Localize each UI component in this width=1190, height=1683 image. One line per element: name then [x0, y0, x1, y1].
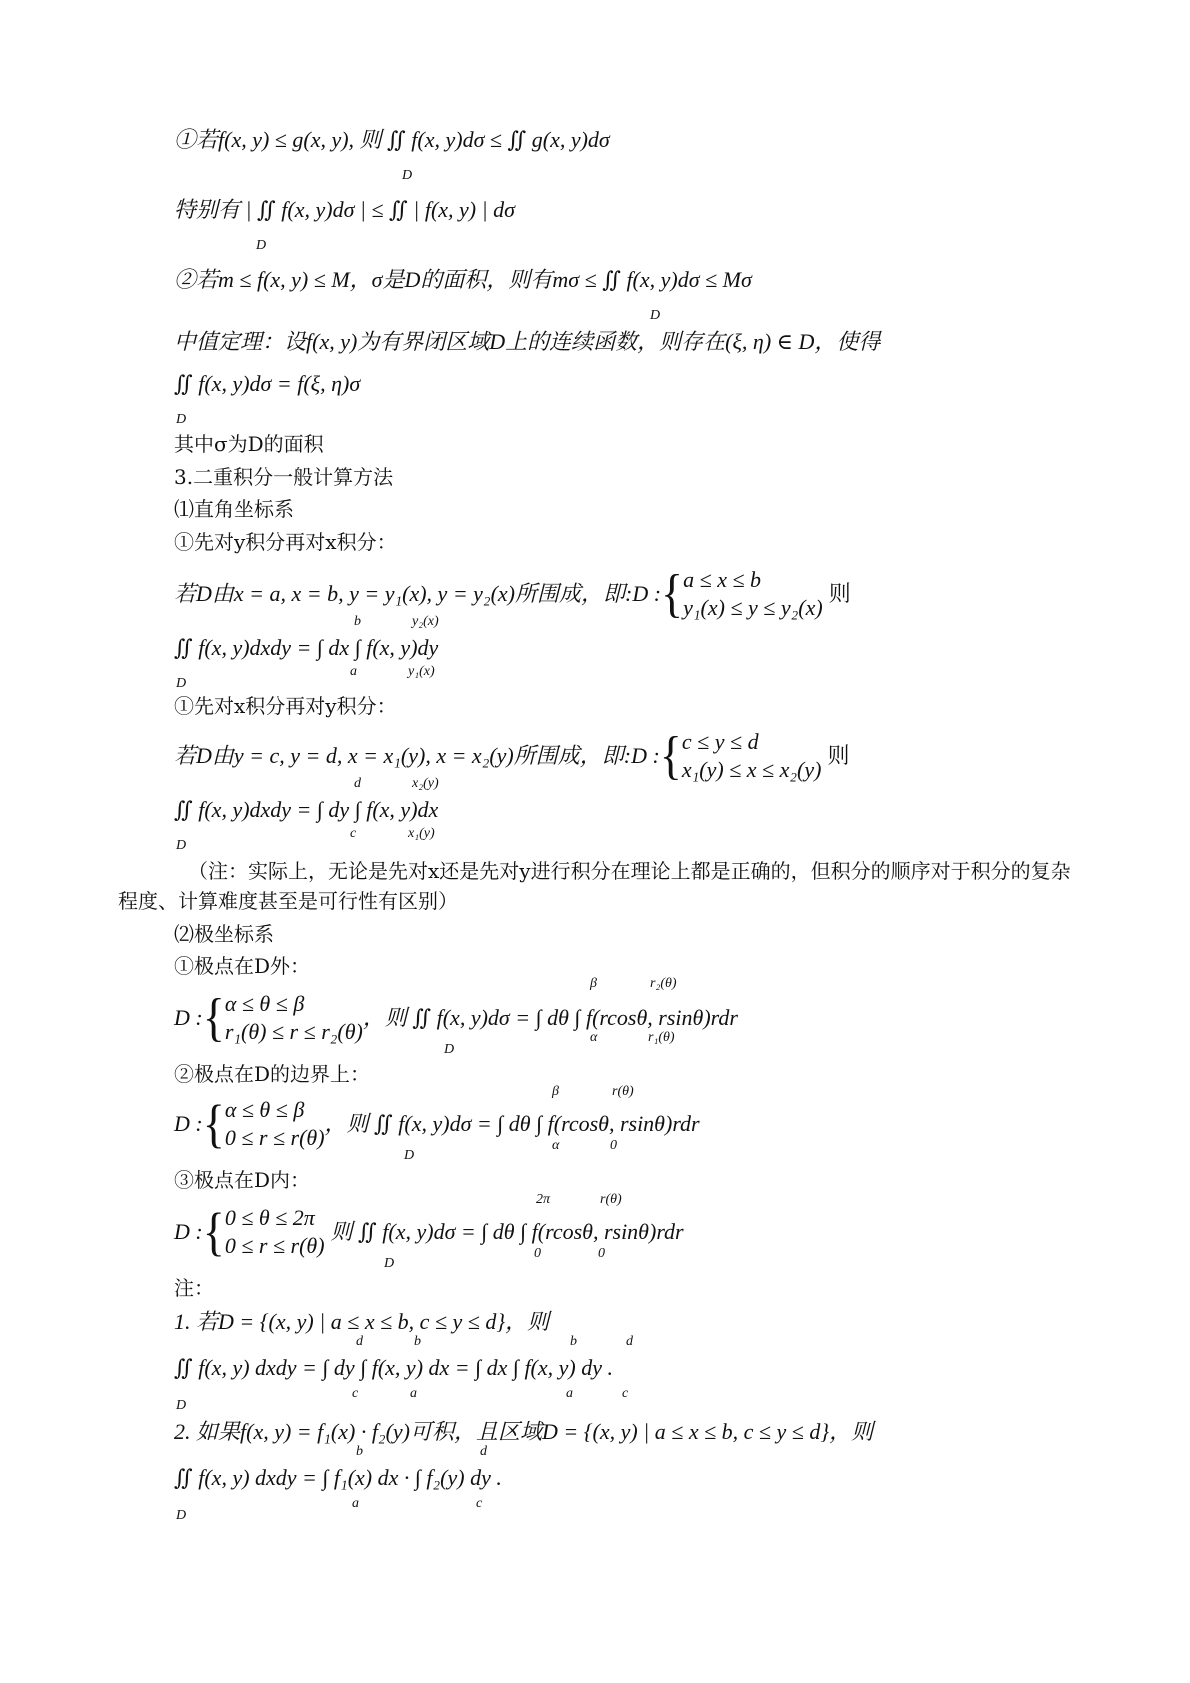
- sigma-area-note: 其中σ为D的面积: [174, 432, 324, 456]
- polar-heading: ⑵极坐标系: [174, 922, 274, 946]
- upper-limit: r(θ): [600, 1192, 622, 1207]
- case-2: 0 ≤ r ≤ r(θ): [224, 1233, 325, 1258]
- upper-limit: y₂(x): [412, 614, 439, 629]
- case-2: r₁(θ) ≤ r ≤ r₂(θ): [224, 1019, 363, 1044]
- then-word: 则: [827, 743, 850, 768]
- then-word: 则: [828, 581, 851, 606]
- lower-limit: 0: [610, 1138, 617, 1153]
- cases: [225, 1096, 325, 1152]
- lower-limit: a: [566, 1386, 573, 1401]
- lower-limit: a: [410, 1386, 417, 1401]
- property-1-line: ①若f(x, y) ≤ g(x, y), 则 ∬ f(x, y)dσ ≤ ∬ g(x, y)dσ: [174, 127, 610, 152]
- region-subscript: D: [176, 676, 187, 691]
- lower-limit: y₁(x): [408, 664, 435, 679]
- upper-limit: r(θ): [612, 1084, 634, 1099]
- cases: [225, 990, 363, 1046]
- region-subscript: D: [176, 1508, 187, 1523]
- region-subscript: D: [404, 1148, 415, 1163]
- region-label: D :: [174, 1219, 203, 1244]
- iterated-integral-x-first: ∬ f(x, y)dxdy = ∫ dy ∫ f(x, y)dx: [174, 797, 439, 822]
- cases: [225, 1204, 325, 1260]
- case-2: y₁(x) ≤ y ≤ y₂(x): [683, 595, 823, 620]
- lower-limit: c: [622, 1386, 629, 1401]
- upper-limit: 2π: [536, 1192, 551, 1207]
- pole-boundary-formula: [174, 1096, 700, 1152]
- cases: [682, 728, 822, 784]
- brace: {: [202, 1202, 225, 1261]
- brace: {: [659, 726, 682, 785]
- upper-limit: x₂(y): [412, 776, 439, 791]
- polar-integral: ，则 ∬ f(x, y)dσ = ∫ dθ ∫ f(rcosθ, rsinθ)rdr: [324, 1111, 700, 1136]
- upper-limit: β: [590, 976, 597, 991]
- lower-limit: c: [352, 1386, 359, 1401]
- region-definition-x: [174, 566, 851, 622]
- iterated-integral-y-first: ∬ f(x, y)dxdy = ∫ dx ∫ f(x, y)dy: [174, 635, 439, 660]
- region-subscript: D: [650, 308, 661, 323]
- upper-limit: b: [356, 1444, 363, 1459]
- pole-inside-heading: ③极点在D内：: [174, 1168, 311, 1192]
- pole-boundary-heading: ②极点在D的边界上：: [174, 1062, 371, 1086]
- lower-limit: c: [350, 826, 357, 841]
- upper-limit: b: [414, 1334, 421, 1349]
- region-subscript: D: [384, 1256, 395, 1271]
- upper-limit: r₂(θ): [650, 976, 677, 991]
- region-subscript: D: [402, 168, 413, 183]
- case-1: 0 ≤ θ ≤ 2π: [224, 1205, 315, 1230]
- pole-outside-heading: ①极点在D外：: [174, 954, 311, 978]
- upper-limit: d: [626, 1334, 633, 1349]
- y-first-heading: ①先对y积分再对x积分：: [174, 530, 397, 554]
- region-definition-text: 若D由x = a, x = b, y = y₁(x), y = y₂(x)所围成，即:D :: [174, 581, 662, 606]
- lower-limit: c: [476, 1496, 483, 1511]
- lower-limit: x₁(y): [408, 826, 435, 841]
- note-2-line: 2. 如果f(x, y) = f₁(x) · f₂(y)可积，且区域D = {(x, y) | a ≤ x ≤ b, c ≤ y ≤ d}，则: [174, 1419, 874, 1444]
- section-3-heading: 3.二重积分一般计算方法: [174, 465, 394, 489]
- case-1: c ≤ y ≤ d: [681, 729, 759, 754]
- region-label: D :: [174, 1005, 203, 1030]
- case-1: α ≤ θ ≤ β: [224, 1097, 305, 1122]
- region-subscript: D: [176, 1398, 187, 1413]
- upper-limit: b: [354, 614, 361, 629]
- lower-limit: a: [352, 1496, 359, 1511]
- property-special-line: 特别有 | ∬ f(x, y)dσ | ≤ ∬ | f(x, y) | dσ: [174, 197, 516, 222]
- polar-integral: ，则 ∬ f(x, y)dσ = ∫ dθ ∫ f(rcosθ, rsinθ)rdr: [362, 1005, 738, 1030]
- lower-limit: α: [552, 1138, 560, 1153]
- mean-value-theorem-line: 中值定理：设f(x, y)为有界闭区域D上的连续函数，则存在(ξ, η) ∈ D，使得: [174, 329, 881, 354]
- region-subscript: D: [176, 412, 187, 427]
- case-2: x₁(y) ≤ x ≤ x₂(y): [681, 757, 822, 782]
- lower-limit: 0: [598, 1246, 605, 1261]
- lower-limit: r₁(θ): [648, 1030, 675, 1045]
- region-subscript: D: [176, 838, 187, 853]
- note-1-formula: ∬ f(x, y) dxdy = ∫ dy ∫ f(x, y) dx = ∫ dx ∫ f(x, y) dy .: [174, 1355, 614, 1380]
- property-2-line: ②若m ≤ f(x, y) ≤ M，σ是D的面积，则有mσ ≤ ∬ f(x, y)dσ ≤ Mσ: [174, 267, 752, 292]
- region-label: D :: [174, 1111, 203, 1136]
- case-1: a ≤ x ≤ b: [683, 567, 762, 592]
- brace: {: [202, 1094, 225, 1153]
- brace: {: [661, 564, 684, 623]
- pole-inside-formula: [174, 1204, 684, 1260]
- region-definition-text: 若D由y = c, y = d, x = x₁(y), x = x₂(y)所围成，即:D :: [174, 743, 660, 768]
- upper-limit: b: [570, 1334, 577, 1349]
- lower-limit: 0: [534, 1246, 541, 1261]
- upper-limit: β: [552, 1084, 559, 1099]
- case-1: α ≤ θ ≤ β: [224, 991, 305, 1016]
- note-1-line: 1. 若D = {(x, y) | a ≤ x ≤ b, c ≤ y ≤ d}，则: [174, 1309, 550, 1334]
- lower-limit: a: [350, 664, 357, 679]
- upper-limit: d: [356, 1334, 363, 1349]
- integration-order-note: （注：实际上，无论是先对x还是先对y进行积分在理论上都是正确的，但积分的顺序对于积分的复杂程度、计算难度甚至是可行性有区别）: [118, 859, 1071, 913]
- polar-integral: 则 ∬ f(x, y)dσ = ∫ dθ ∫ f(rcosθ, rsinθ)rdr: [330, 1219, 684, 1244]
- region-definition-y: [174, 728, 849, 784]
- case-2: 0 ≤ r ≤ r(θ): [224, 1125, 325, 1150]
- upper-limit: d: [354, 776, 361, 791]
- note-2-formula: ∬ f(x, y) dxdy = ∫ f₁(x) dx · ∫ f₂(y) dy .: [174, 1465, 502, 1490]
- region-subscript: D: [256, 238, 267, 253]
- cartesian-heading: ⑴直角坐标系: [174, 497, 294, 521]
- mean-value-formula: ∬ f(x, y)dσ = f(ξ, η)σ: [174, 371, 361, 396]
- notes-heading: 注：: [174, 1276, 214, 1300]
- x-first-heading: ①先对x积分再对y积分：: [174, 694, 397, 718]
- brace: {: [202, 988, 225, 1047]
- upper-limit: d: [480, 1444, 487, 1459]
- cases: [683, 566, 823, 622]
- region-subscript: D: [444, 1042, 455, 1057]
- lower-limit: α: [590, 1030, 598, 1045]
